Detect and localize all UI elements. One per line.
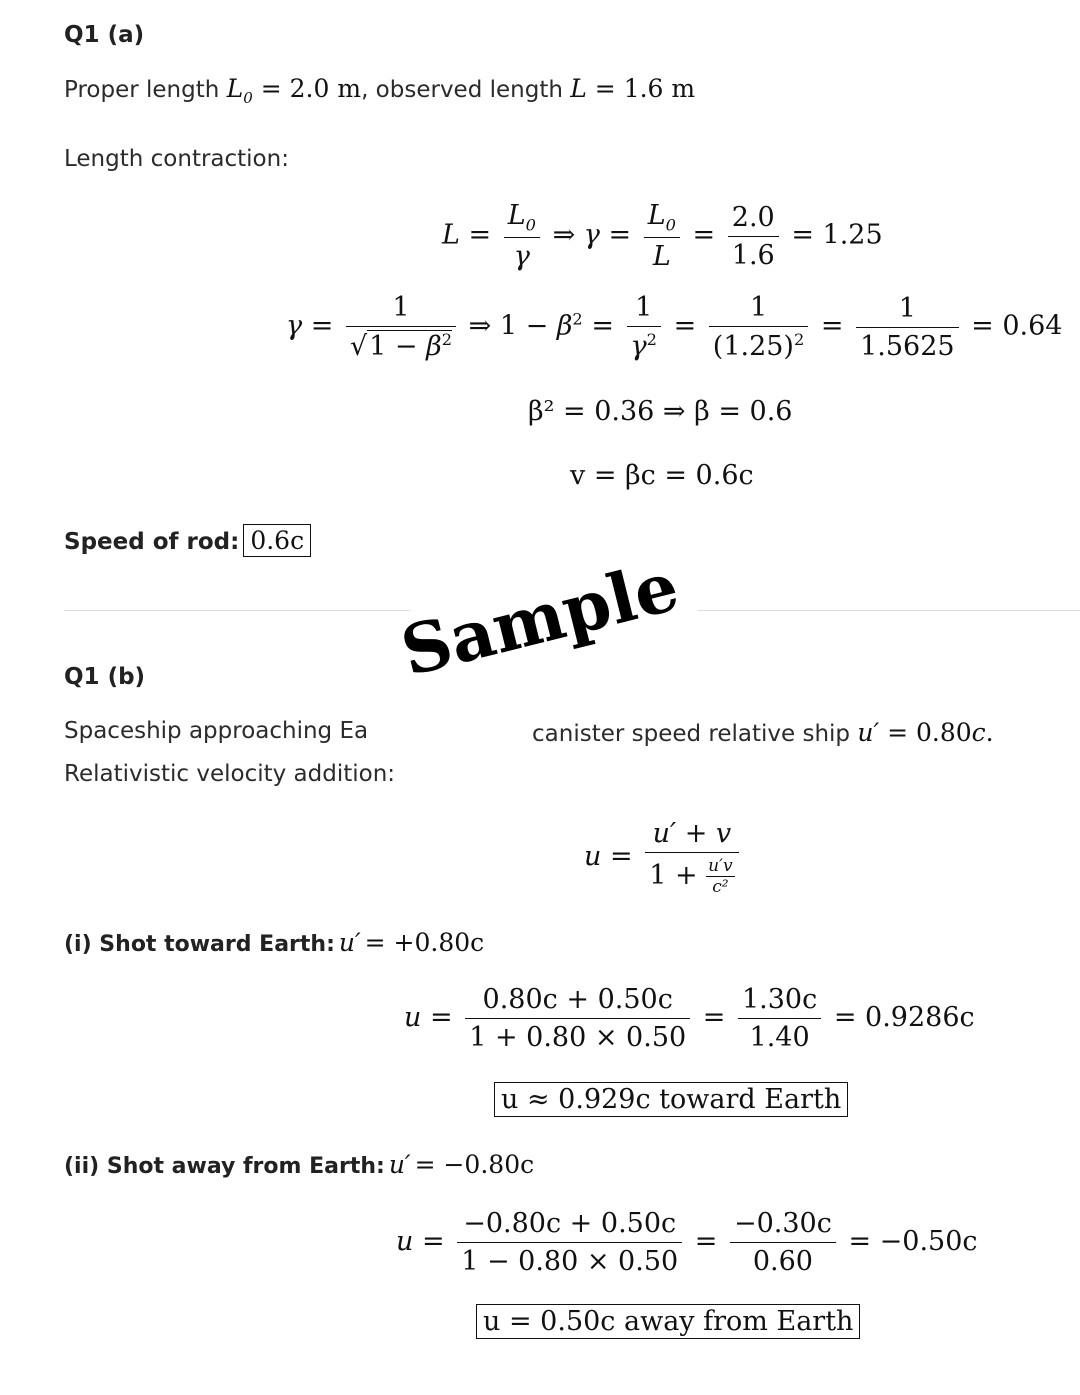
eq1-den: 1.6 — [728, 236, 779, 271]
part-i-equation: u = $\frac{0.80c + 0.50c}{1 + 0.80 \times 0.50}$ = $\frac{1.30c}{1.40}$ = 0.9286c — [404, 984, 975, 1053]
q1b-line1-end: canister speed relative ship u′ = 0.80c. — [532, 718, 994, 747]
q1b-line2: Relativistic velocity addition: — [64, 761, 396, 787]
part-ii-den2: 0.60 — [730, 1242, 836, 1277]
part-ii-equation: u = $\frac{-0.80c + 0.50c}{1 - 0.80 \times 0.50}$ = $\frac{-0.30c}{0.60}$ = −0.50c — [396, 1208, 978, 1277]
equation-velocity: v = βc = 0.6c — [570, 460, 754, 491]
q1b-heading: Q1 (b) — [64, 664, 146, 690]
contraction-label: Length contraction: — [64, 146, 289, 172]
equation-beta-squared: γ = $\frac{1}{√1 - \beta^2}$ ⇒ $1 - \beta^2$ = $\frac{1}{\gamma^2}$ = $\frac{1}{(1.25)^2}$ = $\frac{1}{1.5625}$ = 0.64 — [286, 292, 1063, 362]
part-ii-num: −0.80c + 0.50c — [463, 1208, 677, 1239]
given-mid: , observed length — [361, 77, 563, 103]
part-ii-value: = −0.80c — [414, 1150, 535, 1179]
q1a-heading: Q1 (a) — [64, 22, 145, 48]
q1a-given-line: Proper length $L_0 = 2.0$ m, observed length L = 1.6 m — [64, 74, 696, 107]
q1b-line1-start: Spaceship approaching Ea — [64, 718, 369, 744]
eq2-den1: (1.25) — [712, 331, 794, 362]
gamma-value: = 1.25 — [791, 219, 883, 251]
part-i-den: 1 + 0.80 × 0.50 — [465, 1018, 690, 1053]
eq2-den2: 1.5625 — [856, 327, 958, 362]
speed-answer-box: 0.6c — [243, 524, 311, 557]
part-i-num2: 1.30c — [741, 984, 818, 1015]
eq2-result: = 0.64 — [971, 310, 1063, 342]
part-ii-num2: −0.30c — [733, 1208, 832, 1239]
velocity-addition-formula: u = u′ + v 1 + $\frac{u'v}{\text{c²}}$ — [584, 818, 743, 897]
part-i-num: 0.80c + 0.50c — [482, 984, 673, 1015]
given-prefix: Proper length — [64, 77, 220, 103]
part-ii-result: = −0.50c — [848, 1226, 978, 1257]
equation-gamma-from-lengths: L = $\frac{L_0}{\gamma}$ ⇒ γ = $\frac{L_0}{L}$ = $\frac{2.0}{1.6}$ = 1.25 — [442, 200, 883, 273]
part-ii-den: 1 − 0.80 × 0.50 — [457, 1242, 682, 1277]
speed-label: Speed of rod: — [64, 529, 240, 555]
part-i-line: (i) Shot toward Earth: u′ = +0.80c — [64, 928, 485, 957]
eq1-num: 2.0 — [731, 201, 775, 233]
part-i-result: = 0.9286c — [833, 1002, 975, 1033]
sample-watermark: Sample — [380, 543, 700, 696]
part-i-den2: 1.40 — [738, 1018, 821, 1053]
line1-end-text: canister speed relative ship — [532, 721, 851, 747]
part-ii-line: (ii) Shot away from Earth: u′ = −0.80c — [64, 1150, 535, 1179]
part-i-answer-box: u ≈ 0.929c toward Earth — [494, 1082, 848, 1117]
equation-beta: β² = 0.36 ⇒ β = 0.6 — [528, 396, 793, 427]
part-i-label: (i) Shot toward Earth: — [64, 932, 335, 957]
part-ii-label: (ii) Shot away from Earth: — [64, 1154, 385, 1179]
part-ii-answer-box: u = 0.50c away from Earth — [476, 1304, 860, 1339]
speed-of-rod-line — [64, 524, 311, 557]
part-i-value: = +0.80c — [364, 928, 485, 957]
